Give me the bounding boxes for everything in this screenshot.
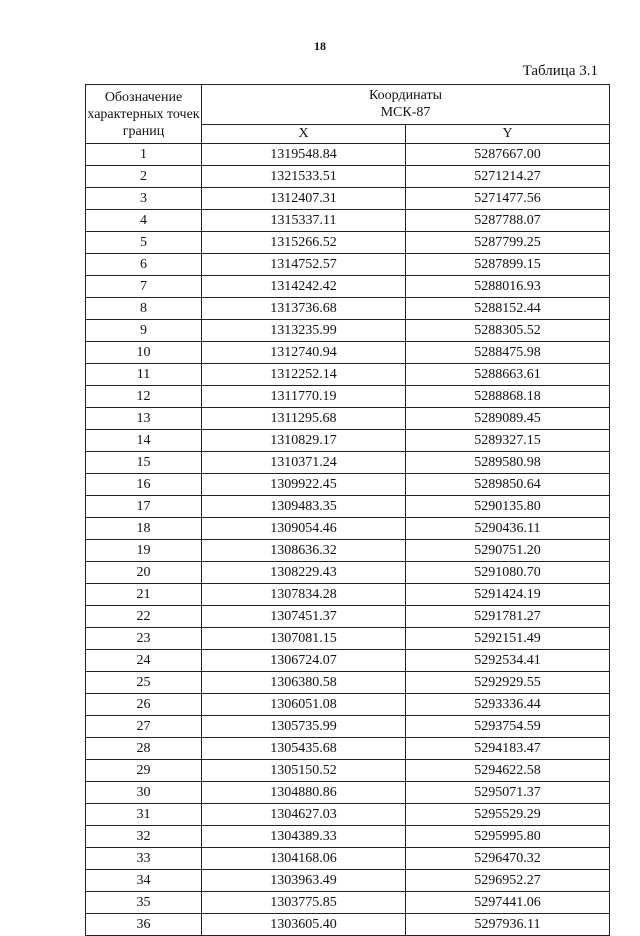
point-number-cell: 29 bbox=[86, 760, 202, 782]
point-number-cell: 15 bbox=[86, 452, 202, 474]
table-row bbox=[86, 804, 610, 826]
point-number-cell: 24 bbox=[86, 650, 202, 672]
point-number-cell: 25 bbox=[86, 672, 202, 694]
table-row bbox=[86, 232, 610, 254]
table-row bbox=[86, 298, 610, 320]
y-coordinate-cell: 5291080.70 bbox=[406, 562, 610, 584]
x-coordinate-cell: 1315337.11 bbox=[202, 210, 406, 232]
header-point-line3: границ bbox=[122, 123, 165, 139]
y-coordinate-cell: 5271477.56 bbox=[406, 188, 610, 210]
point-number-cell: 10 bbox=[86, 342, 202, 364]
table-row bbox=[86, 166, 610, 188]
point-number-cell: 32 bbox=[86, 826, 202, 848]
table-row bbox=[86, 892, 610, 914]
x-coordinate-cell: 1321533.51 bbox=[202, 166, 406, 188]
y-coordinate-cell: 5288152.44 bbox=[406, 298, 610, 320]
x-coordinate-cell: 1314242.42 bbox=[202, 276, 406, 298]
y-coordinate-cell: 5295071.37 bbox=[406, 782, 610, 804]
point-number-cell: 11 bbox=[86, 364, 202, 386]
y-coordinate-cell: 5287667.00 bbox=[406, 144, 610, 166]
x-coordinate-cell: 1315266.52 bbox=[202, 232, 406, 254]
table-row bbox=[86, 430, 610, 452]
y-coordinate-cell: 5292151.49 bbox=[406, 628, 610, 650]
y-coordinate-cell: 5292929.55 bbox=[406, 672, 610, 694]
x-coordinate-cell: 1311295.68 bbox=[202, 408, 406, 430]
y-coordinate-cell: 5288868.18 bbox=[406, 386, 610, 408]
point-number-cell: 8 bbox=[86, 298, 202, 320]
header-coords-line2: МСК-87 bbox=[380, 105, 431, 121]
x-coordinate-cell: 1304168.06 bbox=[202, 848, 406, 870]
point-number-cell: 26 bbox=[86, 694, 202, 716]
table-row bbox=[86, 870, 610, 892]
page-number: 18 bbox=[314, 39, 326, 53]
point-number-cell: 12 bbox=[86, 386, 202, 408]
header-point-line1: Обозначение bbox=[104, 89, 183, 105]
x-coordinate-cell: 1312407.31 bbox=[202, 188, 406, 210]
table-row bbox=[86, 408, 610, 430]
table-row bbox=[86, 584, 610, 606]
x-coordinate-cell: 1310371.24 bbox=[202, 452, 406, 474]
header-point-line2: характерных точек bbox=[87, 106, 200, 122]
x-coordinate-cell: 1306724.07 bbox=[202, 650, 406, 672]
table-caption: Таблица 3.1 bbox=[522, 63, 598, 79]
y-coordinate-cell: 5296952.27 bbox=[406, 870, 610, 892]
y-coordinate-cell: 5288663.61 bbox=[406, 364, 610, 386]
x-coordinate-cell: 1312740.94 bbox=[202, 342, 406, 364]
table-row bbox=[86, 738, 610, 760]
coordinates-table bbox=[85, 84, 610, 936]
point-number-cell: 6 bbox=[86, 254, 202, 276]
y-coordinate-cell: 5296470.32 bbox=[406, 848, 610, 870]
x-coordinate-cell: 1309922.45 bbox=[202, 474, 406, 496]
table-row bbox=[86, 364, 610, 386]
table-row bbox=[86, 254, 610, 276]
point-number-cell: 18 bbox=[86, 518, 202, 540]
point-number-cell: 35 bbox=[86, 892, 202, 914]
table-row bbox=[86, 188, 610, 210]
point-number-cell: 22 bbox=[86, 606, 202, 628]
table-row bbox=[86, 496, 610, 518]
point-number-cell: 1 bbox=[86, 144, 202, 166]
x-coordinate-cell: 1304627.03 bbox=[202, 804, 406, 826]
header-coordinates bbox=[202, 85, 610, 125]
table-row bbox=[86, 452, 610, 474]
y-coordinate-cell: 5289580.98 bbox=[406, 452, 610, 474]
table-row bbox=[86, 276, 610, 298]
y-coordinate-cell: 5291424.19 bbox=[406, 584, 610, 606]
y-coordinate-cell: 5288305.52 bbox=[406, 320, 610, 342]
point-number-cell: 27 bbox=[86, 716, 202, 738]
point-number-cell: 2 bbox=[86, 166, 202, 188]
x-coordinate-cell: 1304880.86 bbox=[202, 782, 406, 804]
point-number-cell: 34 bbox=[86, 870, 202, 892]
header-point-designation bbox=[86, 85, 202, 144]
y-coordinate-cell: 5295995.80 bbox=[406, 826, 610, 848]
point-number-cell: 16 bbox=[86, 474, 202, 496]
header-x: X bbox=[202, 124, 406, 143]
table-row bbox=[86, 540, 610, 562]
table-row bbox=[86, 342, 610, 364]
y-coordinate-cell: 5290751.20 bbox=[406, 540, 610, 562]
x-coordinate-cell: 1309054.46 bbox=[202, 518, 406, 540]
y-coordinate-cell: 5295529.29 bbox=[406, 804, 610, 826]
x-coordinate-cell: 1307451.37 bbox=[202, 606, 406, 628]
table-row bbox=[86, 672, 610, 694]
point-number-cell: 17 bbox=[86, 496, 202, 518]
x-coordinate-cell: 1308229.43 bbox=[202, 562, 406, 584]
x-coordinate-cell: 1319548.84 bbox=[202, 144, 406, 166]
point-number-cell: 5 bbox=[86, 232, 202, 254]
table-row bbox=[86, 518, 610, 540]
y-coordinate-cell: 5294622.58 bbox=[406, 760, 610, 782]
x-coordinate-cell: 1313736.68 bbox=[202, 298, 406, 320]
x-coordinate-cell: 1306380.58 bbox=[202, 672, 406, 694]
x-coordinate-cell: 1309483.35 bbox=[202, 496, 406, 518]
table-row bbox=[86, 320, 610, 342]
y-coordinate-cell: 5297936.11 bbox=[406, 914, 610, 936]
x-coordinate-cell: 1311770.19 bbox=[202, 386, 406, 408]
y-coordinate-cell: 5287899.15 bbox=[406, 254, 610, 276]
x-coordinate-cell: 1314752.57 bbox=[202, 254, 406, 276]
x-coordinate-cell: 1307834.28 bbox=[202, 584, 406, 606]
y-coordinate-cell: 5289089.45 bbox=[406, 408, 610, 430]
point-number-cell: 13 bbox=[86, 408, 202, 430]
x-coordinate-cell: 1310829.17 bbox=[202, 430, 406, 452]
point-number-cell: 4 bbox=[86, 210, 202, 232]
table-row bbox=[86, 782, 610, 804]
header-coords-line1: Координаты bbox=[369, 88, 442, 104]
table-row bbox=[86, 606, 610, 628]
table-row bbox=[86, 144, 610, 166]
table-row bbox=[86, 826, 610, 848]
table-row bbox=[86, 694, 610, 716]
table-row bbox=[86, 562, 610, 584]
x-coordinate-cell: 1303775.85 bbox=[202, 892, 406, 914]
x-coordinate-cell: 1312252.14 bbox=[202, 364, 406, 386]
table-row bbox=[86, 760, 610, 782]
y-coordinate-cell: 5271214.27 bbox=[406, 166, 610, 188]
y-coordinate-cell: 5289327.15 bbox=[406, 430, 610, 452]
point-number-cell: 33 bbox=[86, 848, 202, 870]
x-coordinate-cell: 1303605.40 bbox=[202, 914, 406, 936]
point-number-cell: 28 bbox=[86, 738, 202, 760]
y-coordinate-cell: 5293336.44 bbox=[406, 694, 610, 716]
x-coordinate-cell: 1306051.08 bbox=[202, 694, 406, 716]
x-coordinate-cell: 1305150.52 bbox=[202, 760, 406, 782]
point-number-cell: 9 bbox=[86, 320, 202, 342]
y-coordinate-cell: 5288475.98 bbox=[406, 342, 610, 364]
point-number-cell: 36 bbox=[86, 914, 202, 936]
x-coordinate-cell: 1307081.15 bbox=[202, 628, 406, 650]
x-coordinate-cell: 1304389.33 bbox=[202, 826, 406, 848]
table-row bbox=[86, 650, 610, 672]
x-coordinate-cell: 1308636.32 bbox=[202, 540, 406, 562]
table-row bbox=[86, 628, 610, 650]
point-number-cell: 31 bbox=[86, 804, 202, 826]
table-row bbox=[86, 474, 610, 496]
point-number-cell: 30 bbox=[86, 782, 202, 804]
point-number-cell: 21 bbox=[86, 584, 202, 606]
y-coordinate-cell: 5289850.64 bbox=[406, 474, 610, 496]
x-coordinate-cell: 1305435.68 bbox=[202, 738, 406, 760]
header-y: Y bbox=[406, 124, 610, 143]
table-row bbox=[86, 848, 610, 870]
y-coordinate-cell: 5290436.11 bbox=[406, 518, 610, 540]
point-number-cell: 20 bbox=[86, 562, 202, 584]
y-coordinate-cell: 5297441.06 bbox=[406, 892, 610, 914]
y-coordinate-cell: 5294183.47 bbox=[406, 738, 610, 760]
table-row bbox=[86, 210, 610, 232]
point-number-cell: 7 bbox=[86, 276, 202, 298]
point-number-cell: 14 bbox=[86, 430, 202, 452]
point-number-cell: 23 bbox=[86, 628, 202, 650]
table-row bbox=[86, 386, 610, 408]
x-coordinate-cell: 1313235.99 bbox=[202, 320, 406, 342]
x-coordinate-cell: 1305735.99 bbox=[202, 716, 406, 738]
y-coordinate-cell: 5293754.59 bbox=[406, 716, 610, 738]
point-number-cell: 19 bbox=[86, 540, 202, 562]
y-coordinate-cell: 5291781.27 bbox=[406, 606, 610, 628]
y-coordinate-cell: 5290135.80 bbox=[406, 496, 610, 518]
table-row bbox=[86, 914, 610, 936]
x-coordinate-cell: 1303963.49 bbox=[202, 870, 406, 892]
point-number-cell: 3 bbox=[86, 188, 202, 210]
y-coordinate-cell: 5288016.93 bbox=[406, 276, 610, 298]
table-row bbox=[86, 716, 610, 738]
y-coordinate-cell: 5292534.41 bbox=[406, 650, 610, 672]
table-body bbox=[86, 144, 610, 936]
y-coordinate-cell: 5287788.07 bbox=[406, 210, 610, 232]
y-coordinate-cell: 5287799.25 bbox=[406, 232, 610, 254]
